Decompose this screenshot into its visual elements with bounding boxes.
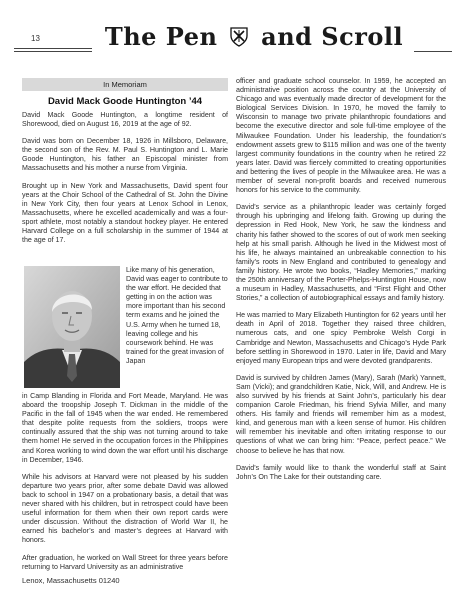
publication-title bbox=[94, 22, 414, 51]
footer-address: Lenox, Massachusetts 01240 bbox=[22, 576, 120, 585]
article-body-wrap bbox=[126, 266, 228, 374]
paragraph: David is survived by children James (Mary), Sarah (Mark) Yannett, Sam (Vicki); and grandchildren Katie, Nick, Will, and Andrew. He is also survived by his friends at Saint John’s, particularly his dear companion Carole Friedman, his friend Sylvia Miller, and many others. His family and friends will remember him as a modest, kind, and generous man with a keen sense of humor. His children will remember his inevitable and often irritating response to our questions of what we can bring him: “Peace, perfect peace.” We choose to believe he has that now. bbox=[236, 373, 446, 455]
page-number: 13 bbox=[31, 34, 40, 43]
title-right: and Scroll bbox=[261, 22, 404, 51]
crest-icon bbox=[230, 24, 248, 44]
paragraph: After graduation, he worked on Wall Street for three years before returning to Harvard University as an administrative bbox=[22, 553, 228, 571]
paragraph: David Mack Goode Huntington, a longtime resident of Shorewood, died on August 16, 2019 at the age of 92. bbox=[22, 111, 228, 129]
article-body-right bbox=[236, 77, 446, 490]
paragraph: While his advisors at Harvard were not pleased by his sudden departure two years prior, after some debate David was allowed back to school in 1947 on a probationary basis, a detail that was never shared with his children, but in retrospect could have been useful information for them when their own report cards were under discussion. Without the distraction of World War II, he earned his bachelor’s and master’s degrees at Harvard with honors. bbox=[22, 472, 228, 545]
article-headline: David Mack Goode Huntington ’44 bbox=[47, 96, 203, 107]
masthead-rule bbox=[14, 51, 92, 52]
title-left: The Pen bbox=[104, 22, 218, 51]
article-body-left bbox=[22, 111, 228, 253]
paragraph: David’s family would like to thank the wonderful staff at Saint John’s On The Lake for their outstanding care. bbox=[236, 463, 446, 481]
masthead-rule bbox=[414, 51, 452, 52]
article-body-lower bbox=[22, 392, 228, 580]
paragraph: David’s service as a philanthropic leader was certainly forged through his upbringing and lifelong faith. Growing up during the depression in Red Hook, New York, he saw the kindness and charity his father showed to the scores of out of work men seeking help at his small parish. Although he lived in the Midwest most of his life, he always maintained an unbreakable connection to his family’s roots in New England and contributed to genealogy and family history. He wrote two books, “Hadley Memories,” marking the 250th anniversary of the Porter-Phelps-Huntington House, now a museum in Hadley, Massachusetts, and “First Flight and Other Stories,” a collection of autobiographical essays and family history. bbox=[236, 203, 446, 303]
section-label: In Memoriam bbox=[22, 78, 228, 91]
paragraph: He was married to Mary Elizabeth Huntington for 62 years until her death in April of 2018. Together they raised three children, numerous cats, and one spicy Pembroke Welsh Corgi in Cambridge and Newton, Massachusetts and Chicago’s Hyde Park before settling in Shorewood in 1970. Later in life, David and Mary enjoyed many European trips and were devoted grandparents. bbox=[236, 311, 446, 365]
paragraph: officer and graduate school counselor. In 1959, he accepted an administrative position across the country at the University of Chicago and was eventually made director of development for the Biological Services Division. In 1970, he moved the family to Wisconsin to manage two private philanthropic foundations and become the executive director and sole full-time employee of the Milwaukee Foundation. Under his leadership, the foundation’s endowment assets grew to $115 million and was one of the twenty largest community foundations in the country when he retired 22 years later. David was fiercely committed to creating opportunities and bettering the lives of people in the Milwaukee area. He was a member of several non-profit boards and received numerous honors for his service to the community. bbox=[236, 77, 446, 195]
paragraph: Brought up in New York and Massachusetts, David spent four years at the Choir School of the Cathedral of St. John the Divine in New York City, then four years at Lenox School in Lenox, Massachusetts, where he excelled academically and was a four-sport athlete, most notably a standout hockey player. He entered Harvard College on a full scholarship in the summer of 1944 at the age of 17. bbox=[22, 181, 228, 245]
paragraph: Like many of his generation, David was eager to contribute to the war effort. He decided that getting in on the action was more important than his second term exams and he joined the U.S. Army when he turned 18, leaving college and his coursework behind. He was trained for the great invasion of Japan bbox=[126, 266, 228, 365]
paragraph: David was born on December 18, 1926 in Millsboro, Delaware, the second son of the Rev. M. Paul S. Huntington and L. Marie Goode Huntington, his father an Episcopal minister from Massachusetts and his mother a nurse from Virginia. bbox=[22, 137, 228, 173]
masthead bbox=[14, 16, 452, 62]
paragraph: in Camp Blanding in Florida and Fort Meade, Maryland. He was aboard the troopship Joseph T. Dickman in the middle of the Pacific in the fall of 1945 when the war ended. He remembered that despite polite requests from the soldiers, troops were continually assured that the ship was not turning around to take them home! He served in the occupation forces in the Philippines and Korea working to wind down the war effort until his discharge in December, 1946. bbox=[22, 392, 228, 464]
portrait-photo bbox=[24, 266, 120, 388]
masthead-rule bbox=[14, 48, 92, 49]
